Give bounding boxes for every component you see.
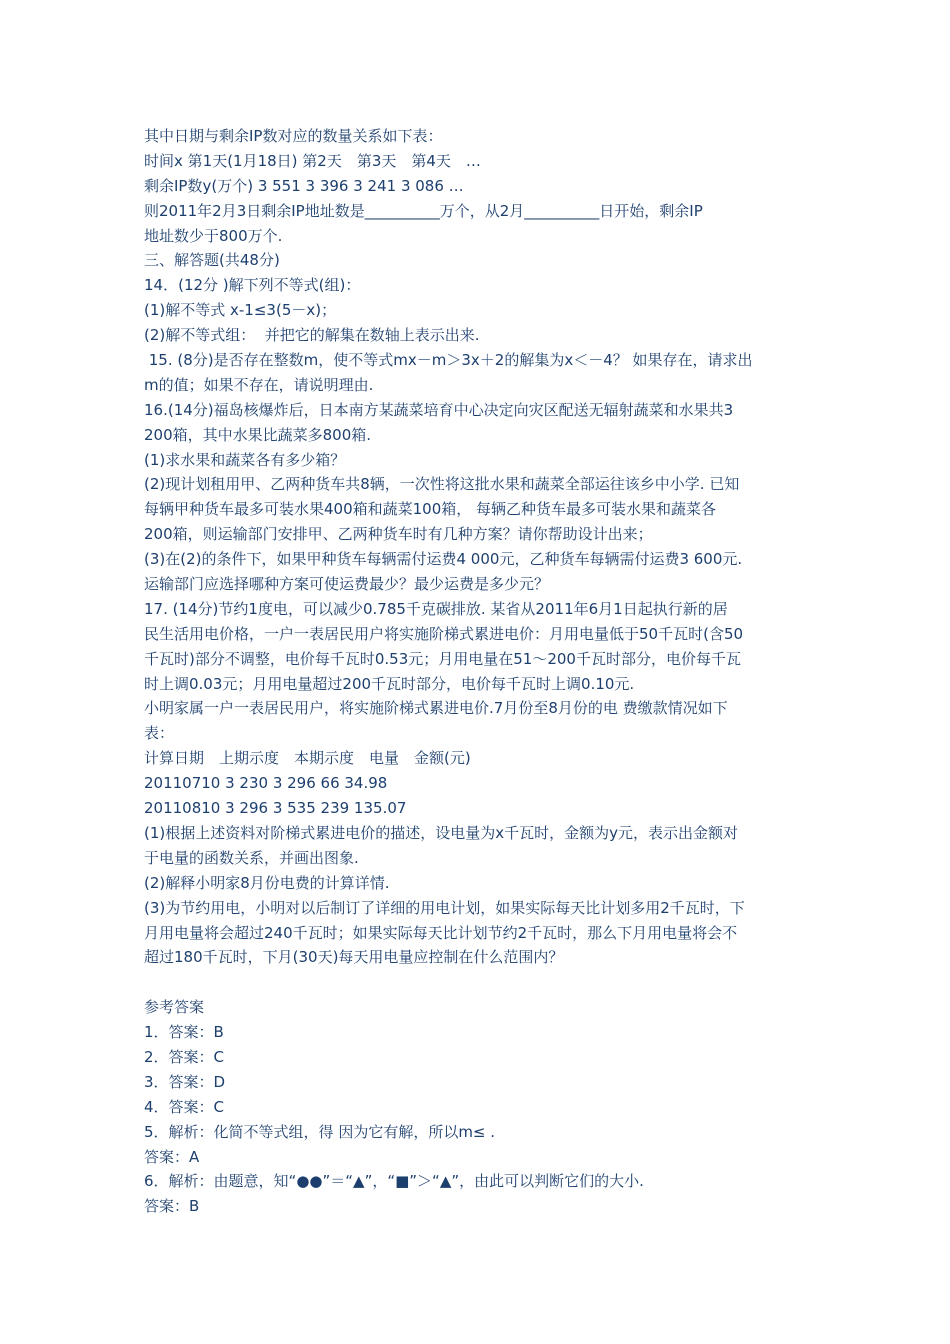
text-line: 17. (14分)节约1度电，可以减少0.785千克碳排放. 某省从2011年6月1日起执行新的居 xyxy=(144,599,728,618)
answer-line: 3．答案：D xyxy=(144,1072,226,1091)
document-body xyxy=(144,124,814,1219)
text-line: 地址数少于800万个. xyxy=(144,226,283,245)
text-line: 时间x 第1天(1月18日) 第2天 第3天 第4天 … xyxy=(144,151,481,170)
text-line: (3)为节约用电，小明对以后制订了详细的用电计划，如果实际每天比计划多用2千瓦时，下 xyxy=(144,898,745,917)
answer-line: 6．解析：由题意，知“●●”＝“▲”，“■”＞“▲”，由此可以判断它们的大小. xyxy=(144,1172,644,1191)
text-line: (2)解不等式组： 并把它的解集在数轴上表示出来. xyxy=(144,326,480,345)
section-heading: 三、解答题(共48分) xyxy=(144,251,280,270)
text-line: (2)现计划租用甲、乙两种货车共8辆，一次性将这批水果和蔬菜全部运往该乡中小学. 已知 xyxy=(144,475,740,494)
text-line: 时上调0.03元；月用电量超过200千瓦时部分，电价每千瓦时上调0.10元. xyxy=(144,674,635,693)
text-line: 民生活用电价格，一户一表居民用户将实施阶梯式累进电价：月用电量低于50千瓦时(含50 xyxy=(144,624,744,643)
text-line: 于电量的函数关系，并画出图象. xyxy=(144,848,359,867)
table-row-line: 20110810 3 296 3 535 239 135.07 xyxy=(144,799,407,818)
text-line: 表： xyxy=(144,724,175,743)
text-line: 其中日期与剩余IP数对应的数量关系如下表： xyxy=(144,127,443,145)
text-line: (3)在(2)的条件下，如果甲种货车每辆需付运费4 000元，乙种货车每辆需付运费3 600元. xyxy=(144,550,743,569)
text-line: (1)求水果和蔬菜各有多少箱？ xyxy=(144,450,346,469)
blank-line xyxy=(144,970,814,995)
text-line: 每辆甲种货车最多可装水果400箱和蔬菜100箱， 每辆乙种货车最多可装水果和蔬菜各 xyxy=(144,500,717,519)
text-line: 运输部门应选择哪种方案可使运费最少？最少运费是多少元？ xyxy=(144,575,550,594)
text-line: m的值；如果不存在，请说明理由. xyxy=(144,375,374,394)
text-line: 14．(12分 )解下列不等式(组)： xyxy=(144,276,361,295)
answer-line: 5．解析：化简不等式组，得 因为它有解，所以m≤ . xyxy=(144,1122,496,1141)
text-line: 200箱，其中水果比蔬菜多800箱. xyxy=(144,425,372,444)
answer-line: 1．答案：B xyxy=(144,1023,224,1042)
text-line: (2)解释小明家8月份电费的计算详情. xyxy=(144,873,390,892)
answer-line: 答案：A xyxy=(144,1147,200,1166)
text-line: (1)根据上述资料对阶梯式累进电价的描述，设电量为x千瓦时，金额为y元，表示出金额对 xyxy=(144,823,739,842)
table-header-line: 计算日期 上期示度 本期示度 电量 金额(元) xyxy=(144,749,471,768)
text-line: 小明家属一户一表居民用户，将实施阶梯式累进电价.7月份至8月份的电 费缴款情况如下 xyxy=(144,699,728,718)
text-line: 则2011年2月3日剩余IP地址数是__________万个，从2月__________日开始，剩余IP xyxy=(144,201,703,220)
answers-heading: 参考答案 xyxy=(144,998,205,1017)
answer-line: 答案：B xyxy=(144,1197,200,1216)
text-line: 千瓦时)部分不调整，电价每千瓦时0.53元；月用电量在51～200千瓦时部分，电价每千瓦 xyxy=(144,649,741,668)
text-line: 超过180千瓦时，下月(30天)每天用电量应控制在什么范围内？ xyxy=(144,948,564,967)
text-line: 月用电量将会超过240千瓦时；如果实际每天比计划节约2千瓦时，那么下月用电量将会不 xyxy=(144,923,738,942)
answer-line: 4．答案：C xyxy=(144,1097,225,1116)
text-line: 16.(14分)福岛核爆炸后，日本南方某蔬菜培育中心决定向灾区配送无辐射蔬菜和水果共3 xyxy=(144,400,734,419)
text-line: 15. (8分)是否存在整数m，使不等式mx－m＞3x＋2的解集为x＜－4？ 如果存在，请求出 xyxy=(144,351,753,370)
text-line: 剩余IP数y(万个) 3 551 3 396 3 241 3 086 … xyxy=(144,176,464,195)
table-row-line: 20110710 3 230 3 296 66 34.98 xyxy=(144,774,388,793)
answer-line: 2．答案：C xyxy=(144,1047,225,1066)
text-line: 200箱，则运输部门安排甲、乙两种货车时有几种方案？请你帮助设计出来； xyxy=(144,525,653,544)
text-line: (1)解不等式 x-1≤3(5－x)； xyxy=(144,301,337,320)
